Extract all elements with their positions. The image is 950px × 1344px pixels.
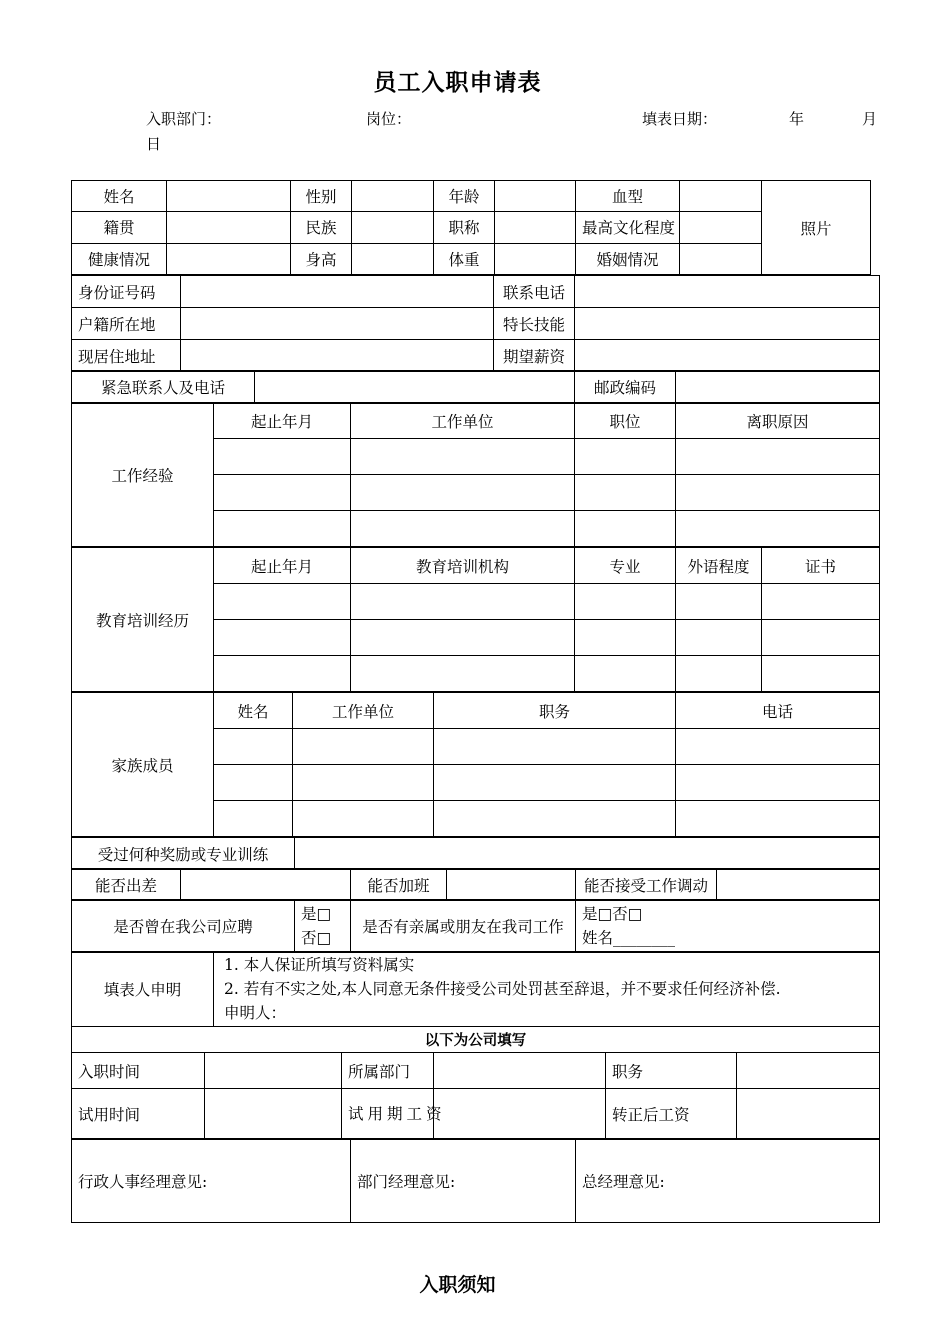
- family-header-duty: 职务: [434, 693, 676, 729]
- date-label: 填表日期：: [642, 110, 718, 128]
- phone-field[interactable]: [575, 276, 880, 308]
- family-header-company: 工作单位: [293, 693, 434, 729]
- table-cell[interactable]: [676, 801, 880, 837]
- applied-no-checkbox[interactable]: 否□: [301, 929, 332, 947]
- table-cell[interactable]: [676, 729, 880, 765]
- table-cell[interactable]: [214, 475, 351, 511]
- table-cell[interactable]: [214, 620, 351, 656]
- company-post-field[interactable]: [737, 1053, 880, 1089]
- work-header-position: 职位: [575, 403, 676, 439]
- emergency-table: [71, 370, 880, 404]
- hukou-label: 户籍所在地: [72, 308, 181, 340]
- table-cell[interactable]: [575, 511, 676, 547]
- health-label: 健康情况: [72, 243, 167, 274]
- relatives-yes-no-checkbox[interactable]: 是□否□: [582, 905, 643, 923]
- edu-header-certificate: 证书: [762, 548, 880, 584]
- native-label: 籍贯: [72, 212, 167, 243]
- opinions-table: [71, 1138, 880, 1223]
- marital-label: 婚姻情况: [576, 243, 680, 274]
- table-cell[interactable]: [676, 511, 880, 547]
- overtime-label: 能否加班: [351, 869, 447, 901]
- edu-header-institution: 教育培训机构: [351, 548, 575, 584]
- table-cell[interactable]: [676, 475, 880, 511]
- table-cell[interactable]: [575, 656, 676, 692]
- regular-pay-field[interactable]: [737, 1089, 880, 1140]
- entry-time-label: 入职时间: [72, 1053, 205, 1089]
- health-field[interactable]: [167, 243, 291, 274]
- id-label: 身份证号码: [72, 276, 181, 308]
- applied-yes-checkbox[interactable]: 是□: [301, 905, 332, 923]
- table-cell[interactable]: [676, 656, 762, 692]
- table-cell[interactable]: [676, 439, 880, 475]
- awards-label: 受过何种奖励或专业训练: [72, 838, 295, 870]
- blood-field[interactable]: [680, 181, 762, 212]
- dept-opinion-box[interactable]: 部门经理意见:: [351, 1139, 576, 1223]
- table-cell[interactable]: [214, 729, 293, 765]
- relatives-options[interactable]: [576, 900, 880, 953]
- name-field[interactable]: [167, 181, 291, 212]
- table-cell[interactable]: [762, 656, 880, 692]
- regular-pay-label: 转正后工资: [606, 1089, 737, 1140]
- height-field[interactable]: [352, 243, 434, 274]
- family-section-label: 家族成员: [72, 693, 214, 837]
- phone-label: 联系电话: [494, 276, 575, 308]
- declaration-line-2: 2. 若有不实之处,本人同意无条件接受公司处罚甚至辞退，并不要求任何经济补偿.: [224, 980, 781, 998]
- table-cell[interactable]: [214, 439, 351, 475]
- table-cell[interactable]: [214, 801, 293, 837]
- table-cell[interactable]: [351, 439, 575, 475]
- month-label: 月: [862, 110, 878, 128]
- native-field[interactable]: [167, 212, 291, 243]
- probation-time-field[interactable]: [205, 1089, 342, 1140]
- table-cell[interactable]: [214, 584, 351, 620]
- table-cell[interactable]: [351, 584, 575, 620]
- gender-label: 性别: [291, 181, 352, 212]
- table-cell[interactable]: [214, 511, 351, 547]
- day-label: 日: [146, 135, 162, 153]
- work-header-period: 起止年月: [214, 403, 351, 439]
- table-cell[interactable]: [214, 656, 351, 692]
- weight-field[interactable]: [495, 243, 576, 274]
- work-header-company: 工作单位: [351, 403, 575, 439]
- declaration-line-1: 1. 本人保证所填写资料属实: [224, 956, 415, 974]
- ethnic-label: 民族: [291, 212, 352, 243]
- edu-header-major: 专业: [575, 548, 676, 584]
- table-cell[interactable]: [575, 620, 676, 656]
- education-table: [71, 547, 880, 692]
- table-cell[interactable]: [351, 656, 575, 692]
- availability-table: [71, 868, 880, 901]
- table-cell[interactable]: [434, 765, 676, 801]
- gm-opinion-box[interactable]: 总经理意见:: [576, 1139, 880, 1223]
- year-label: 年: [789, 110, 805, 128]
- transfer-label: 能否接受工作调动: [576, 869, 717, 901]
- photo-box[interactable]: 照片: [762, 181, 871, 275]
- company-dept-label: 所属部门: [342, 1053, 434, 1089]
- address-field[interactable]: [181, 340, 494, 372]
- table-cell[interactable]: [762, 620, 880, 656]
- table-cell[interactable]: [762, 584, 880, 620]
- education-section-label: 教育培训经历: [72, 548, 214, 692]
- table-cell[interactable]: [676, 765, 880, 801]
- declaration-table: [71, 951, 880, 1027]
- declaration-text: [214, 952, 880, 1027]
- table-cell[interactable]: [575, 584, 676, 620]
- edu-header-period: 起止年月: [214, 548, 351, 584]
- edu-label: 最高文化程度: [576, 212, 680, 243]
- declaration-label: 填表人申明: [72, 952, 214, 1027]
- postcode-label: 邮政编码: [575, 371, 676, 404]
- page-title: 员工入职申请表: [373, 70, 542, 96]
- id-field[interactable]: [181, 276, 494, 308]
- work-header-reason: 离职原因: [676, 403, 880, 439]
- edu-header-language: 外语程度: [676, 548, 762, 584]
- table-cell[interactable]: [676, 584, 762, 620]
- table-cell[interactable]: [575, 439, 676, 475]
- age-label: 年龄: [434, 181, 495, 212]
- family-table: [71, 692, 880, 837]
- probation-pay-label: 试用期工资: [342, 1089, 434, 1140]
- weight-label: 体重: [434, 243, 495, 274]
- table-cell[interactable]: [214, 765, 293, 801]
- table-cell[interactable]: [434, 729, 676, 765]
- postcode-field[interactable]: [676, 371, 880, 404]
- hr-opinion-box[interactable]: 行政人事经理意见:: [72, 1139, 351, 1223]
- table-cell[interactable]: [293, 765, 434, 801]
- table-cell[interactable]: [293, 801, 434, 837]
- blood-label: 血型: [576, 181, 680, 212]
- awards-table: [71, 837, 880, 870]
- relatives-name-field[interactable]: 姓名________: [582, 929, 676, 947]
- company-dept-field[interactable]: [434, 1053, 606, 1089]
- basic-info-table: [71, 180, 871, 275]
- dept-label: 入职部门：: [146, 110, 222, 128]
- footer-title: 入职须知: [419, 1274, 496, 1296]
- overtime-field[interactable]: [447, 869, 576, 901]
- declaration-signer: 申明人：: [224, 1004, 287, 1022]
- emergency-field[interactable]: [255, 371, 575, 404]
- transfer-field[interactable]: [717, 869, 880, 901]
- contact-table: [71, 275, 880, 372]
- probation-pay-field[interactable]: [434, 1089, 606, 1140]
- applied-before-options[interactable]: [295, 900, 351, 953]
- company-heading: 以下为公司填写: [72, 1027, 880, 1053]
- travel-label: 能否出差: [72, 869, 181, 901]
- ethnic-field[interactable]: [352, 212, 434, 243]
- salary-label: 期望薪资: [494, 340, 575, 372]
- work-experience-table: [71, 402, 880, 547]
- table-cell[interactable]: [293, 729, 434, 765]
- name-label: 姓名: [72, 181, 167, 212]
- table-cell[interactable]: [351, 475, 575, 511]
- emergency-label: 紧急联系人及电话: [72, 371, 255, 404]
- title-label: 职称: [434, 212, 495, 243]
- title-field[interactable]: [495, 212, 576, 243]
- company-table: [71, 1026, 880, 1140]
- hukou-field[interactable]: [181, 308, 494, 340]
- entry-time-field[interactable]: [205, 1053, 342, 1089]
- table-cell[interactable]: [575, 475, 676, 511]
- probation-time-label: 试用时间: [72, 1089, 205, 1140]
- family-header-phone: 电话: [676, 693, 880, 729]
- company-post-label: 职务: [606, 1053, 737, 1089]
- edu-field[interactable]: [680, 212, 762, 243]
- salary-field[interactable]: [575, 340, 880, 372]
- travel-field[interactable]: [181, 869, 351, 901]
- age-field[interactable]: [495, 181, 576, 212]
- relatives-label: 是否有亲属或朋友在我司工作: [351, 900, 576, 953]
- table-cell[interactable]: [434, 801, 676, 837]
- height-label: 身高: [291, 243, 352, 274]
- position-label: 岗位：: [366, 110, 412, 128]
- table-cell[interactable]: [351, 620, 575, 656]
- table-cell[interactable]: [351, 511, 575, 547]
- history-table: [71, 899, 880, 953]
- skills-field[interactable]: [575, 308, 880, 340]
- skills-label: 特长技能: [494, 308, 575, 340]
- table-cell[interactable]: [676, 620, 762, 656]
- applied-before-label: 是否曾在我公司应聘: [72, 900, 295, 953]
- gender-field[interactable]: [352, 181, 434, 212]
- family-header-name: 姓名: [214, 693, 293, 729]
- address-label: 现居住地址: [72, 340, 181, 372]
- marital-field[interactable]: [680, 243, 762, 274]
- work-section-label: 工作经验: [72, 403, 214, 547]
- awards-field[interactable]: [295, 838, 880, 870]
